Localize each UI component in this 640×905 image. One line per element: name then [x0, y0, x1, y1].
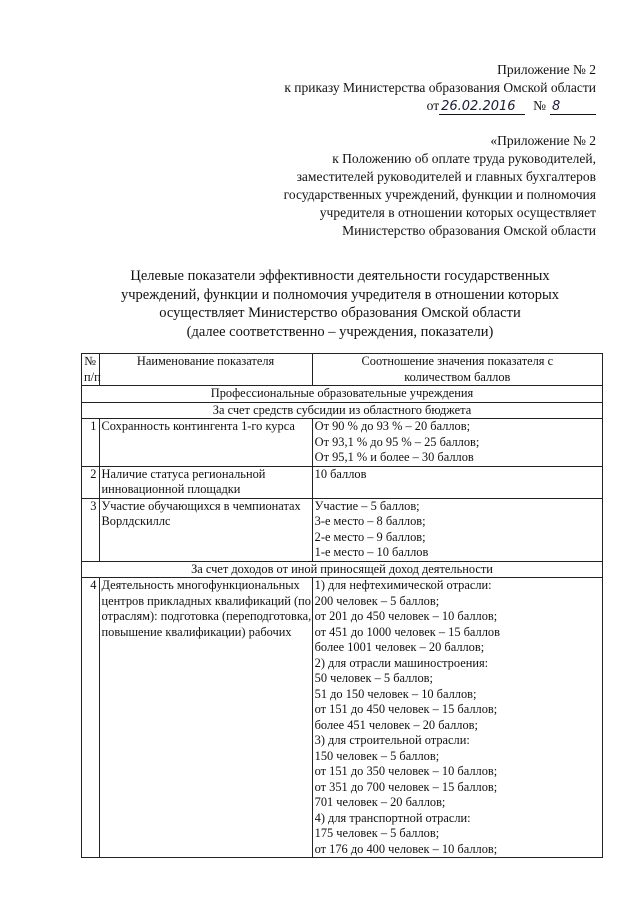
header-name: Наименование показателя [99, 354, 312, 386]
table-row [82, 466, 603, 498]
regulation-line: к Положению об оплате труда руководителей, [332, 151, 596, 166]
row-values: От 90 % до 93 % – 20 баллов; От 93,1 % до 95 % – 25 баллов; От 95,1 % и более – 30 баллов [312, 419, 602, 467]
attachment-title: Приложение № 2 [497, 62, 596, 77]
regulation-line: «Приложение № 2 [490, 133, 596, 148]
row-num: 3 [82, 498, 100, 561]
table-header-row [82, 354, 603, 386]
row-values: Участие – 5 баллов; 3-е место – 8 баллов; 2-е место – 9 баллов; 1-е место – 10 баллов [312, 498, 602, 561]
table-section-row [82, 561, 603, 578]
row-num: 2 [82, 466, 100, 498]
title-line: (далее соответственно – учреждения, показатели) [186, 323, 494, 340]
order-date: 26.02.2016 [439, 100, 525, 115]
order-date-number-line [284, 97, 596, 115]
row-values: 1) для нефтехимической отрасли: 200 человек – 5 баллов; от 201 до 450 человек – 10 баллов; от 451 до 1000 человек – 15 баллов более 1001 человек – 20 баллов; 2) для отрасли машиностроения: 50 человек – 5 баллов; 51 до 150 человек – 10 баллов; от 151 до 450 человек – 15 баллов; более 451 человек – 20 баллов; 3) для строительной отрасли: 150 человек – 5 баллов; от 151 до 350 человек – 10 баллов; от 351 до 700 человек – 15 баллов; 701 человек – 20 баллов; 4) для транспортной отрасли: 175 человек – 5 баллов; от 176 до 400 человек – 10 баллов; [312, 578, 602, 858]
table-row [82, 578, 603, 858]
table-row [82, 419, 603, 467]
section-label: За счет средств субсидии из областного бюджета [82, 402, 603, 419]
order-reference: к приказу Министерства образования Омской области [284, 80, 596, 95]
category-label: Профессиональные образовательные учреждения [82, 386, 603, 403]
order-number: 8 [550, 100, 596, 115]
row-values: 10 баллов [312, 466, 602, 498]
row-num: 1 [82, 419, 100, 467]
row-num: 4 [82, 578, 100, 858]
date-prefix: от [426, 98, 440, 113]
table-category-row [82, 386, 603, 403]
regulation-line: Министерство образования Омской области [342, 223, 596, 238]
regulation-line: государственных учреждений, функции и полномочия [283, 187, 596, 202]
table-section-row [82, 402, 603, 419]
regulation-header [284, 132, 596, 240]
regulation-line: учредителя в отношении которых осуществляет [319, 205, 596, 220]
row-name: Сохранность контингента 1-го курса [99, 419, 312, 467]
regulation-line: заместителей руководителей и главных бухгалтеров [296, 169, 596, 184]
document-title [80, 267, 600, 341]
header-num: № п/п [82, 354, 100, 386]
attachment-header [284, 61, 596, 115]
row-name: Участие обучающихся в чемпионатах Ворлдскиллс [99, 498, 312, 561]
indicators-table [81, 353, 603, 858]
row-name: Деятельность многофункциональных центров прикладных квалификаций (по отраслям): подготовка (переподготовка, повышение квалификации) рабочих [99, 578, 312, 858]
section-label: За счет доходов от иной приносящей доход деятельности [82, 561, 603, 578]
title-line: осуществляет Министерство образования Омской области [159, 305, 521, 322]
header-value: Соотношение значения показателя с количеством баллов [312, 354, 602, 386]
number-label: № [533, 98, 546, 113]
title-line: Целевые показатели эффективности деятельности государственных [130, 268, 550, 284]
table-row [82, 498, 603, 561]
title-line: учреждений, функции и полномочия учредителя в отношении которых [120, 286, 560, 303]
row-name: Наличие статуса региональной инновационной площадки [99, 466, 312, 498]
